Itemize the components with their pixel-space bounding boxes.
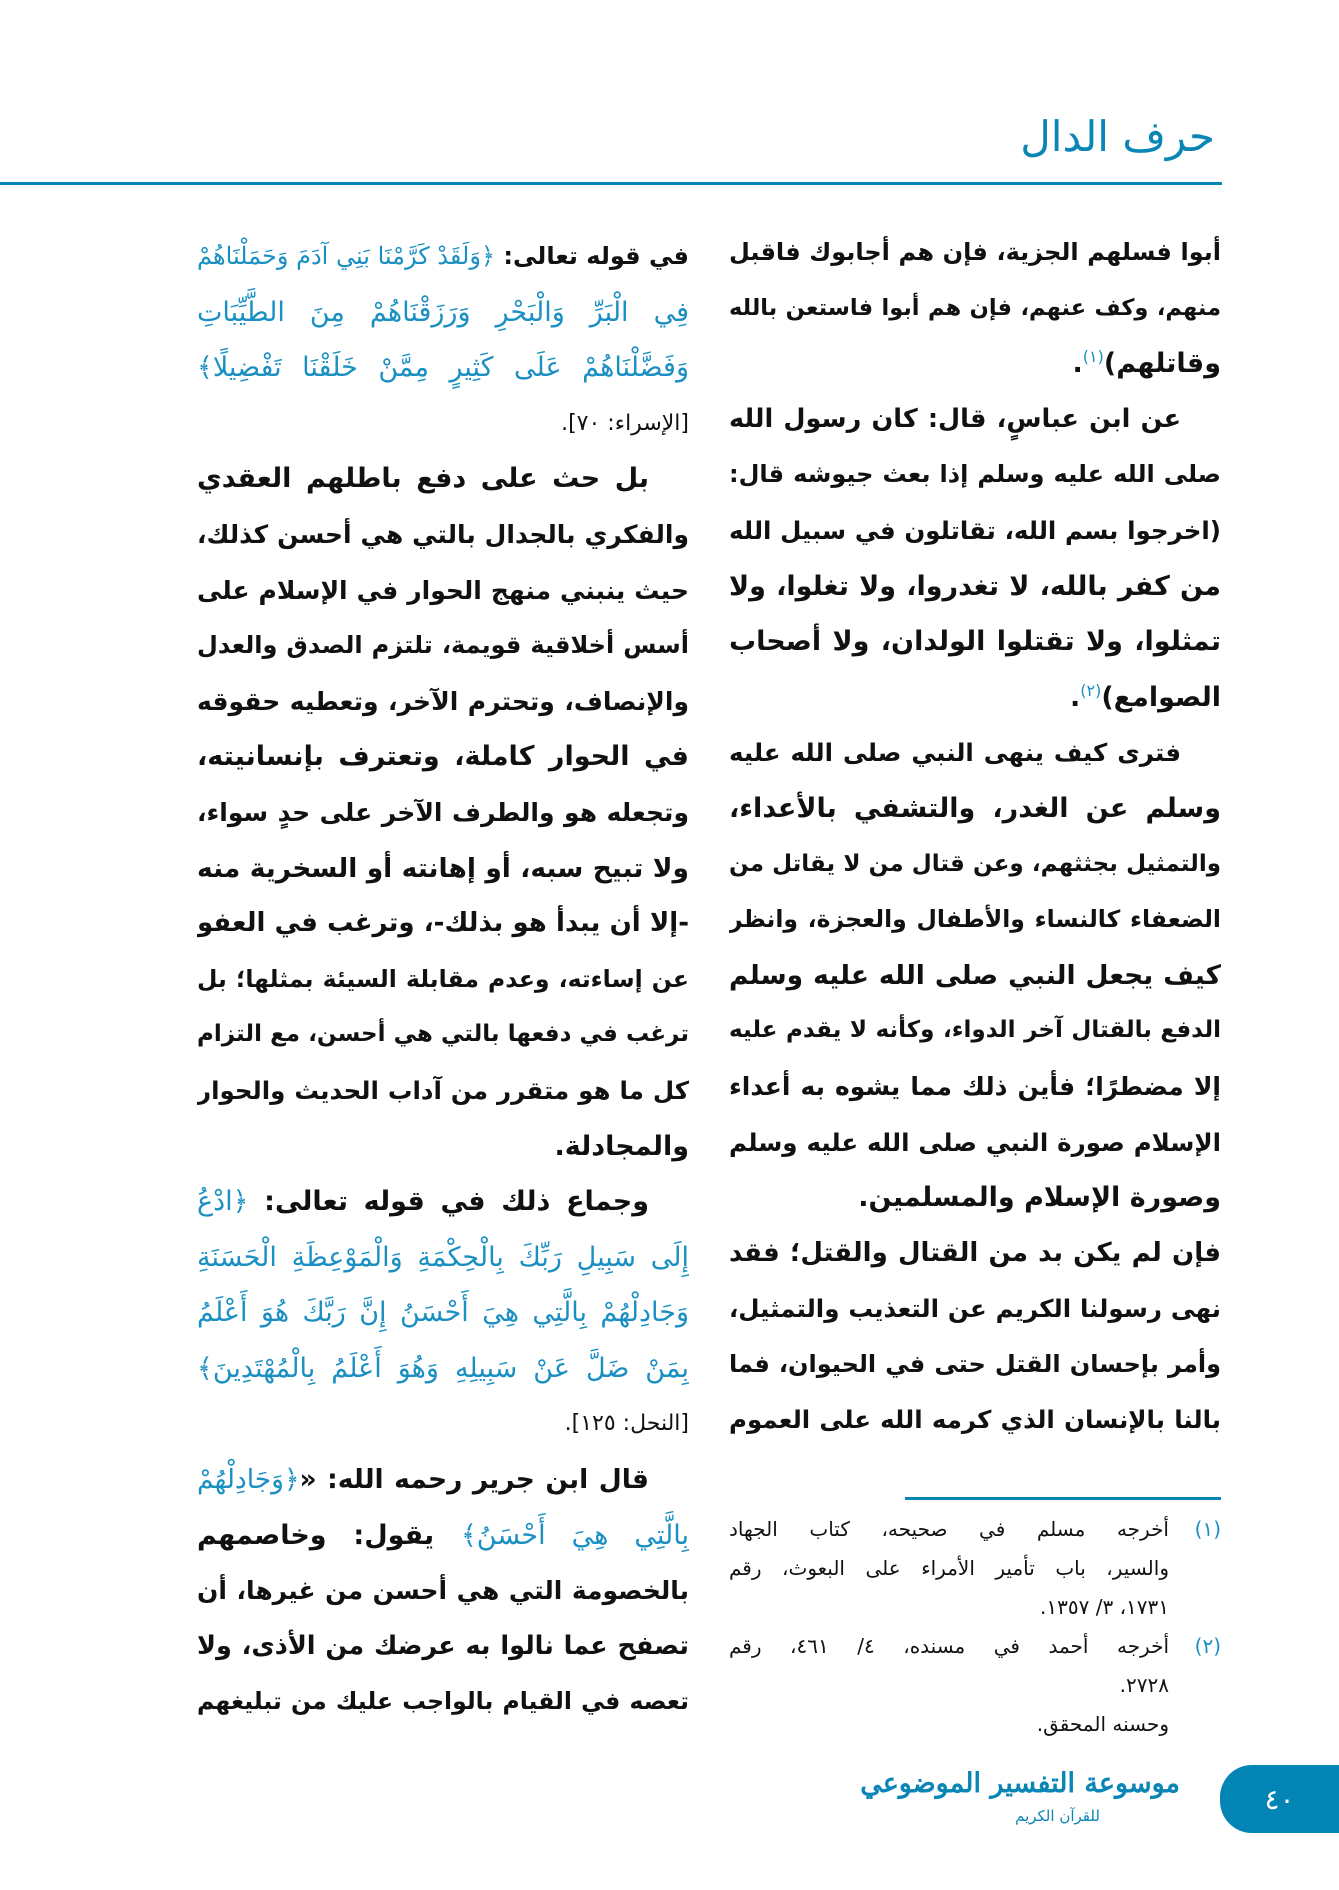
left-text-column [197,229,689,1730]
body-text: ولا تبيح سبه، أو إهانته أو السخرية منه [197,852,689,884]
page-number: ٤٠ [1220,1765,1339,1833]
footnote-divider [905,1497,1221,1500]
text-line [729,1170,1221,1226]
body-text: والتمثيل بجثثهم، وعن قتال من لا يقاتل من [729,850,1221,877]
body-text: في قوله تعالى: [495,242,689,270]
paragraph [729,392,1221,726]
text-line [729,725,1221,781]
body-text: صلى الله عليه وسلم إذا بعث جيوشه قال: [729,460,1221,489]
quran-verse: فِي الْبَرِّ وَالْبَحْرِ وَرَزَقْنَاهُمْ مِنَ الطَّيِّبَاتِ [197,296,689,328]
right-text-column [729,225,1221,1448]
text-line [729,892,1221,948]
body-text: وأمر بإحسان القتل حتى في الحيوان، فما [729,1349,1221,1378]
footnote-line: أخرجه مسلم في صحيحه، كتاب الجهاد [729,1517,1169,1541]
text-line [197,1230,689,1286]
body-text: أسس أخلاقية قويمة، تلتزم الصدق والعدل [197,631,689,660]
footnote-line: أخرجه أحمد في مسنده، ٤/ ٤٦١، رقم [729,1634,1170,1658]
text-line [729,614,1221,670]
text-line [729,781,1221,837]
body-text: وصورة الإسلام والمسلمين. [858,1182,1221,1214]
body-text: الدفع بالقتال آخر الدواء، وكأنه لا يقدم عليه [729,1017,1221,1044]
text-line [729,1281,1221,1337]
paragraph [197,1452,689,1730]
footnote [729,1627,1221,1705]
text-line [197,285,689,341]
body-text: كيف يجعل النبي صلى الله عليه وسلم [729,959,1221,991]
body-text: عن ابن عباسٍ، قال: كان رسول الله [729,403,1181,434]
body-text: الضعفاء كالنساء والأطفال والعجزة، وانظر [729,905,1221,934]
body-text: إلا مضطرًا؛ فأين ذلك مما يشوه به أعداء [729,1071,1221,1101]
text-line [197,340,689,396]
body-text: فإن لم يكن بد من القتال والقتل؛ فقد [729,1237,1221,1268]
body-text: ترغب في دفعها بالتي هي أحسن، مع التزام [197,1021,689,1048]
text-line [197,1619,689,1675]
text-line [197,1119,689,1175]
footnote-line: والسير، باب تأمير الأمراء على البعوث، رقم [729,1556,1169,1580]
quran-verse: بِالَّتِي هِيَ أَحْسَنُ﴾ [460,1519,689,1551]
text-line [729,1392,1221,1448]
body-text: حيث ينبني منهج الحوار في الإسلام على [197,575,689,605]
text-line [197,1508,689,1564]
body-text: الإسلام صورة النبي صلى الله عليه وسلم [729,1127,1221,1157]
body-text: تعصه في القيام بالواجب عليك من تبليغهم [197,1687,689,1716]
quran-verse: بِمَنْ ضَلَّ عَنْ سَبِيلِهِ وَهُوَ أَعْلَمُ بِالْمُهْتَدِينَ﴾ [197,1352,689,1384]
text-line [197,1285,689,1341]
paragraph [729,725,1221,1225]
body-text: تصفح عما نالوا به عرضك من الأذى، ولا [197,1630,689,1661]
body-text: . [1069,681,1081,713]
text-line [197,785,689,841]
body-text: قال ابن جرير رحمه الله: « [299,1464,649,1496]
footnote [729,1510,1221,1627]
logo-title: موسوعة التفسير الموضوعي [860,1768,1180,1799]
body-text: والفكري بالجدال بالتي هي أحسن كذلك، [197,519,689,549]
chapter-title: حرف الدال [1020,112,1215,161]
text-line [729,1337,1221,1393]
body-text: (اخرجوا بسم الله، تقاتلون في سبيل الله [729,515,1221,545]
text-line [197,1063,689,1119]
footnote-text [729,1510,1169,1627]
footnote-marker: (٢) [1080,680,1102,700]
verse-reference [197,396,689,452]
body-text: وتجعله هو والطرف الآخر على حدٍ سواء، [197,797,689,827]
text-line [197,841,689,897]
quran-verse: ﴿وَلَقَدْ كَرَّمْنَا بَنِي آدَمَ وَحَمَلْنَاهُمْ [197,242,496,270]
text-line [197,1007,689,1063]
paragraph [197,1174,689,1396]
footnote-note: وحسنه المحقق. [1036,1712,1169,1736]
paragraph [197,451,689,1174]
body-text: كل ما هو متقرر من آداب الحديث والحوار [197,1075,689,1105]
body-text: والمجادلة. [554,1130,689,1162]
text-line [729,948,1221,1004]
text-line [197,952,689,1008]
text-line [197,674,689,730]
footnote-line: ٢٧٢٨. [1119,1673,1169,1697]
text-line [729,503,1221,559]
footnote-number: (١) [1194,1517,1221,1541]
text-line [197,1674,689,1730]
reference-text: [النحل: ١٢٥]. [564,1411,689,1437]
body-text: وجماع ذلك في قوله تعالى: [248,1186,649,1218]
text-line [729,1059,1221,1115]
reference-text: [الإسراء: ٧٠]. [561,410,689,436]
verse-reference [197,1396,689,1452]
book-logo [860,1762,1180,1842]
header-divider [0,182,1222,185]
body-text: فترى كيف ينهى النبي صلى الله عليه [729,738,1181,768]
body-text: وقاتلهم) [1103,348,1221,380]
text-line [729,336,1221,392]
body-text: بل حث على دفع باطلهم العقدي [197,463,649,495]
text-line [729,225,1221,281]
text-line [197,396,689,452]
text-line [729,837,1221,893]
text-line [197,229,689,285]
paragraph [197,229,689,396]
body-text: عن إساءته، وعدم مقابلة السيئة بمثلها؛ بل [197,964,689,993]
footnotes [729,1510,1221,1744]
body-text: من كفر بالله، لا تغدروا، ولا تغلوا، ولا [729,570,1221,602]
quran-verse: إِلَى سَبِيلِ رَبِّكَ بِالْحِكْمَةِ وَالْمَوْعِظَةِ الْحَسَنَةِ [197,1241,689,1273]
logo-subtitle: للقرآن الكريم [1015,1807,1100,1825]
text-line [197,451,689,507]
text-line [197,1341,689,1397]
body-text: في الحوار كاملة، وتعترف بإنسانيته، [197,741,689,773]
text-line [729,1003,1221,1059]
text-line [197,896,689,952]
text-line [197,1452,689,1508]
footnote-number: (٢) [1194,1634,1221,1658]
body-text: نهى رسولنا الكريم عن التعذيب والتمثيل، [729,1294,1221,1324]
text-line [197,563,689,619]
text-line [729,281,1221,337]
footnote-marker: (١) [1082,347,1104,367]
body-text: بالنا بالإنسان الذي كرمه الله على العموم [729,1405,1221,1435]
body-text: وسلم عن الغدر، والتشفي بالأعداء، [729,792,1221,824]
footnote-line: ١٧٣١، ٣/ ١٣٥٧. [1040,1595,1169,1619]
text-line [197,729,689,785]
body-text: منهم، وكف عنهم، فإن هم أبوا فاستعن بالله [729,294,1221,321]
paragraph [729,225,1221,392]
text-line [197,618,689,674]
body-text: الصوامع) [1101,681,1221,713]
body-text: -إلا أن يبدأ هو بذلك-، وترغب في العفو [197,908,689,939]
body-text: تمثلوا، ولا تقتلوا الولدان، ولا أصحاب [729,626,1221,658]
text-line [729,447,1221,503]
body-text: بالخصومة التي هي أحسن من غيرها، أن [197,1576,689,1606]
body-text: أبوا فسلهم الجزية، فإن هم أجابوك فاقبل [729,238,1221,266]
quran-verse: وَفَضَّلْنَاهُمْ عَلَى كَثِيرٍ مِمَّنْ خَلَقْنَا تَفْضِيلًا﴾ [197,352,689,384]
body-text: يقول: وخاصمهم [197,1519,461,1551]
footnote-text [729,1627,1169,1705]
text-line [197,507,689,563]
text-line [729,1115,1221,1171]
quran-verse: وَجَادِلْهُمْ بِالَّتِي هِيَ أَحْسَنُ إِنَّ رَبَّكَ هُوَ أَعْلَمُ [197,1297,689,1329]
text-line [729,392,1221,448]
text-line [197,1563,689,1619]
text-line [729,559,1221,615]
text-line [729,1226,1221,1282]
text-line [729,670,1221,726]
paragraph [729,1226,1221,1448]
text-line [197,1396,689,1452]
text-line [197,1174,689,1230]
quran-verse: ﴿وَجَادِلْهُمْ [197,1464,300,1496]
body-text: . [1072,348,1083,380]
body-text: والإنصاف، وتحترم الآخر، وتعطيه حقوقه [197,686,689,716]
quran-verse: ﴿ادْعُ [197,1186,249,1218]
